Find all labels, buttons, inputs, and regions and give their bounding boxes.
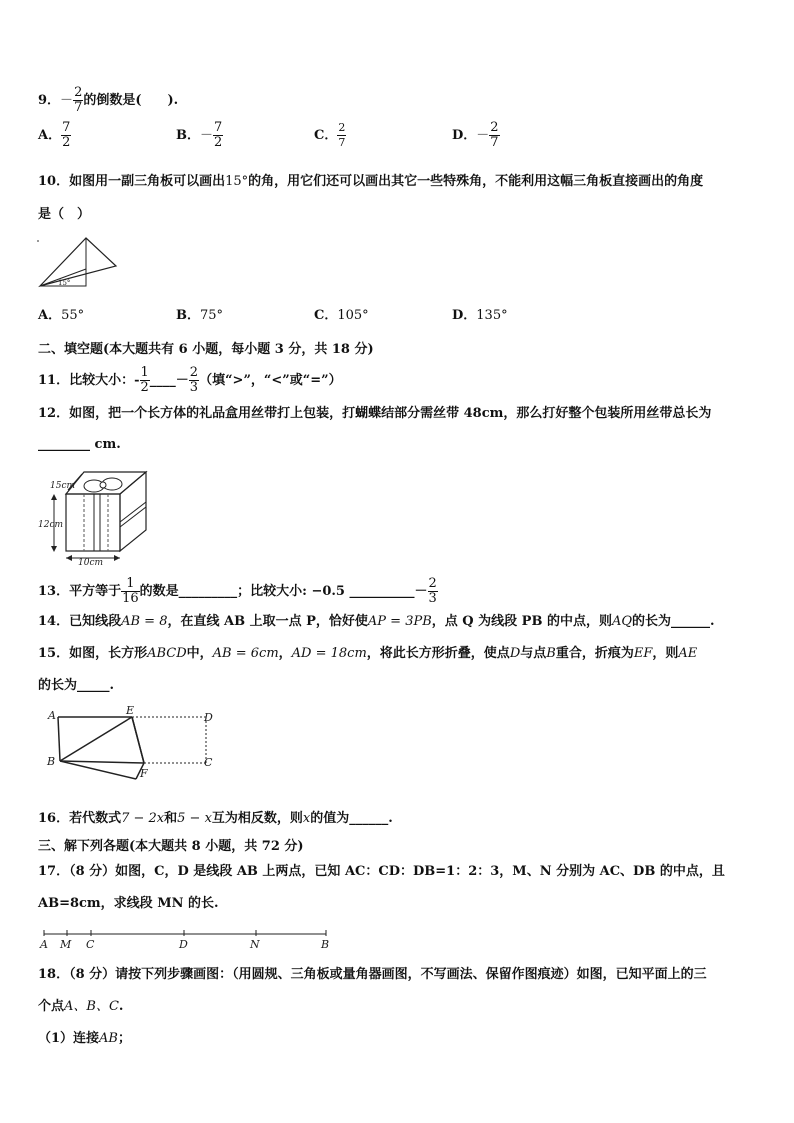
q17-stem-line1: 17．（8 分）如图，C，D 是线段 AB 上两点，已知 AC：CD：DB=1：2：3，M、N 分别为 AC、DB 的中点，且 <box>38 864 725 879</box>
q17-point-a: A <box>40 938 48 951</box>
q18-stem-line2: 个点A、B、C. <box>38 999 124 1014</box>
q12-dim-bottom-label: 10cm <box>78 558 104 566</box>
q18-stem-line1: 18．（8 分）请按下列步骤画图：（用圆规、三角板或量角器画图，不写画法、保留作图痕迹）如图，已知平面上的三 <box>38 967 707 982</box>
q15-stem-line2: 的长为_____. <box>38 678 115 693</box>
q12-dim-side-label: 12cm <box>38 520 64 530</box>
q15-fold-figure <box>44 705 224 783</box>
q9-option-b: B．－ $\frac{7}{2}$ <box>176 120 223 150</box>
q17-line-segment-figure <box>36 924 336 952</box>
q15-label-d: D <box>204 711 213 724</box>
q12-gift-box-figure <box>36 464 154 566</box>
q15-stem-line1: 15．如图，长方形ABCD中，AB = 6cm，AD = 18cm，将此长方形折叠，使点D与点B重合，折痕为EF，则AE <box>38 646 698 661</box>
q11-stem: 11．比较大小：- $\frac{1}{2}$ ____－ $\frac{2}{3}$ （填“>”，“<”或“=”） <box>38 365 342 395</box>
q10-stem-line2: 是（ ） <box>38 207 91 222</box>
q10-angle-label: 15° <box>58 279 71 287</box>
q15-label-a: A <box>48 709 56 722</box>
q10-triangle-figure <box>36 235 118 291</box>
q13-stem: 13．平方等于 $\frac{1}{16}$ 的数是_________；比较大小: −0.5 __________－ $\frac{2}{3}$ <box>38 576 437 606</box>
section-2-heading: 二、填空题(本大题共有 6 小题，每小题 3 分，共 18 分) <box>38 342 374 357</box>
q17-point-c: C <box>86 938 95 951</box>
q14-stem: 14．已知线段AB = 8，在直线 AB 上取一点 P，恰好使AP = 3PB，点 Q 为线段 PB 的中点，则AQ的长为______. <box>38 614 715 629</box>
q15-label-b: B <box>47 755 56 768</box>
q10-option-a: A．55° <box>38 308 85 323</box>
q17-point-m: M <box>60 938 72 951</box>
q12-stem-line1: 12．如图，把一个长方体的礼品盒用丝带打上包装，打蝴蝶结部分需丝带 48cm，那么打好整个包装所用丝带总长为 <box>38 406 712 421</box>
q16-stem: 16．若代数式7 − 2x和5 − x互为相反数，则x的值为______. <box>38 811 393 826</box>
q9-fraction: $\frac{2}{7}$ <box>74 85 83 115</box>
q17-stem-line2: AB=8cm，求线段 MN 的长. <box>38 896 219 911</box>
q10-option-c: C．105° <box>314 308 369 323</box>
q12-stem-line2: ________ cm. <box>38 437 121 452</box>
q10-option-b: B．75° <box>176 308 224 323</box>
q12-dim-top-label: 15cm <box>50 481 76 491</box>
q15-label-c: C <box>204 756 213 769</box>
q15-label-f: F <box>140 767 148 780</box>
q17-point-n: N <box>250 938 260 951</box>
q17-point-b: B <box>321 938 330 951</box>
q17-point-d: D <box>179 938 188 951</box>
q10-option-d: D．135° <box>452 308 508 323</box>
q9-stem: 9．－ $\frac{2}{7}$ 的倒数是( ). <box>38 85 179 115</box>
q18-step-1: （1）连接AB； <box>38 1031 132 1046</box>
section-3-heading: 三、解下列各题(本大题共 8 小题，共 72 分) <box>38 839 304 854</box>
q9-option-a: A． $\frac{7}{2}$ <box>38 120 71 150</box>
q9-option-c: C． $\frac{2}{7}$ <box>314 121 346 149</box>
q15-label-e: E <box>126 705 135 717</box>
q10-stem-line1: 10．如图用一副三角板可以画出15°的角，用它们还可以画出其它一些特殊角，不能利用这幅三角板直接画出的角度 <box>38 174 704 189</box>
q9-option-d: D．－ $\frac{2}{7}$ <box>452 120 499 150</box>
